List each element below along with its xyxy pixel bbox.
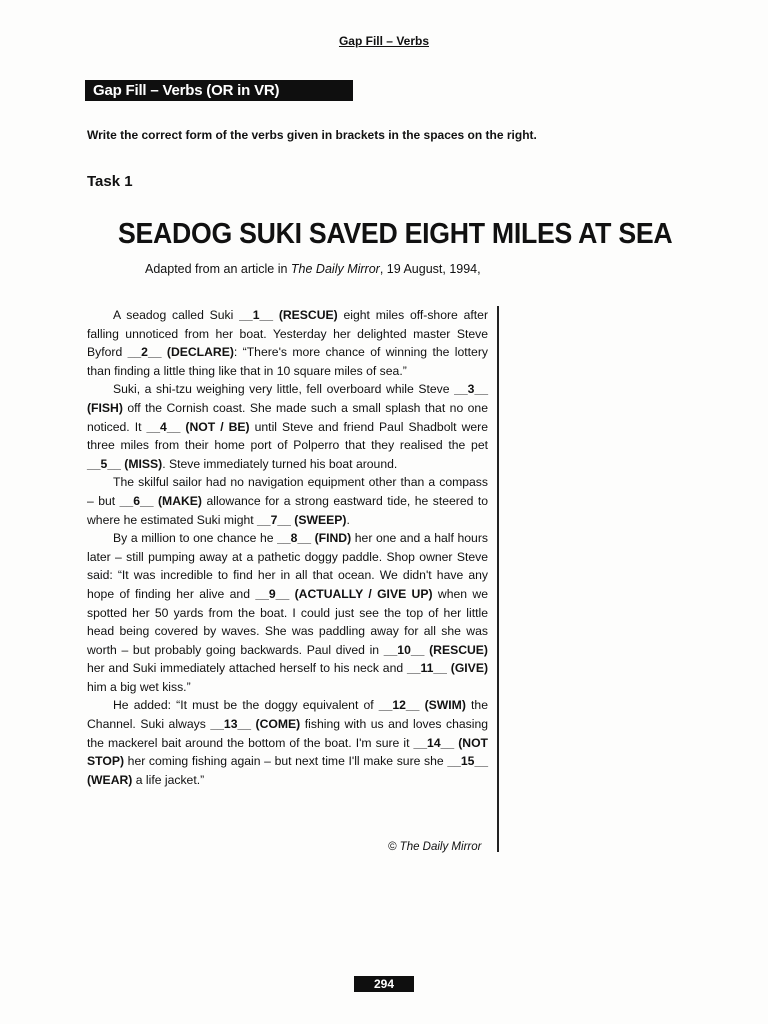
gap-prompt: __2__ (DECLARE) [127,345,234,360]
article-paragraph [87,473,488,529]
paragraph-text: . [346,512,350,527]
paragraph-text: off the Cornish coast. She made such a small splash that no one noticed. It [87,400,488,434]
gap-prompt: __8__ (FIND) [277,531,352,546]
article-headline: SEADOG SUKI SAVED EIGHT MILES AT SEA [118,218,673,250]
source-prefix: Adapted from an article in [145,262,291,276]
article-source [145,262,545,276]
gap-prompt: __10__ (RESCUE) [383,642,488,657]
paragraph-text: The skilful sailor had no navigation equipment other than a compass – but [87,475,488,508]
gap-prompt: __3__ (FISH) [87,382,488,415]
page-number: 294 [354,976,414,992]
paragraph-text: : “There's more chance of winning the lottery than finding a little thing like that in 10 square miles of sea.” [87,345,488,378]
article-paragraph [87,529,488,696]
paragraph-text: fishing with us and loves chasing the mackerel bait around the bottom of the boat. I'm sure it [87,717,489,750]
section-title-bar [85,80,353,101]
paragraph-text: a life jacket.” [132,772,205,787]
source-suffix: , 19 August, 1994, [379,262,481,276]
gap-prompt: __11__ (GIVE) [406,661,489,676]
article-paragraph [87,696,488,789]
instructions: Write the correct form of the verbs given in brackets in the spaces on the right. [87,128,537,142]
gap-prompt: __1__ (RESCUE) [239,308,338,322]
gap-prompt: __13__ (COME) [210,717,301,732]
margin-rule [497,306,499,852]
gap-prompt: __9__ (ACTUALLY / GIVE UP) [255,586,433,601]
gap-prompt: __14__ (NOT STOP) [87,735,488,769]
source-publication: The Daily Mirror [290,262,380,276]
paragraph-text: A seadog called Suki [113,308,240,322]
paragraph-text: him a big wet kiss.” [87,679,191,694]
gap-prompt: __4__ (NOT / BE) [146,419,250,434]
gap-prompt: __7__ (SWEEP) [257,512,347,527]
paragraph-text: Suki, a shi-tzu weighing very little, fell overboard while Steve [113,382,455,397]
paragraph-text: eight miles off-shore after falling unnoticed from her boat. Yesterday her delighted master Steve Byford [87,308,488,360]
gap-prompt: __12__ (SWIM) [378,698,466,713]
paragraph-text: . Steve immediately turned his boat around. [162,456,398,471]
article-paragraph [87,380,488,473]
paragraph-text: until Steve and friend Paul Shadbolt were three miles from their home port of Polperro that they realised the pet [87,419,488,453]
paragraph-text: her coming fishing again – but next time I'll make sure she [124,754,448,769]
gap-prompt: __15__ (WEAR) [87,754,488,787]
gap-prompt: __6__ (MAKE) [119,493,202,508]
running-title: Gap Fill – Verbs [338,34,430,48]
copyright-note: © The Daily Mirror [388,841,482,853]
paragraph-text: He added: “It must be the doggy equivalent of [113,698,379,713]
paragraph-text: allowance for a strong eastward tide, he steered to where he estimated Suki might [87,493,489,527]
section-title: Gap Fill – Verbs (OR in VR) [93,82,280,99]
paragraph-text: By a million to one chance he [113,531,278,546]
gap-prompt: __5__ (MISS) [87,456,163,471]
paragraph-text: her one and a half hours later – still pumping away at a pathetic doggy paddle. Shop owner Steve said: “It was incredible to find her in all that ocean. We didn't have any hope of finding her alive and [87,531,488,601]
article-body [87,306,488,789]
article-paragraph [87,306,488,380]
paragraph-text: her and Suki immediately attached herself to his neck and [87,661,407,676]
task-label: Task 1 [87,173,133,190]
paragraph-text: when we spotted her 50 yards from the boat. I could just see the top of her little head being covered by waves. She was paddling away for all she was worth – but probably going backwards. Paul dived in [87,586,488,657]
paragraph-text: the Channel. Suki always [87,698,488,732]
